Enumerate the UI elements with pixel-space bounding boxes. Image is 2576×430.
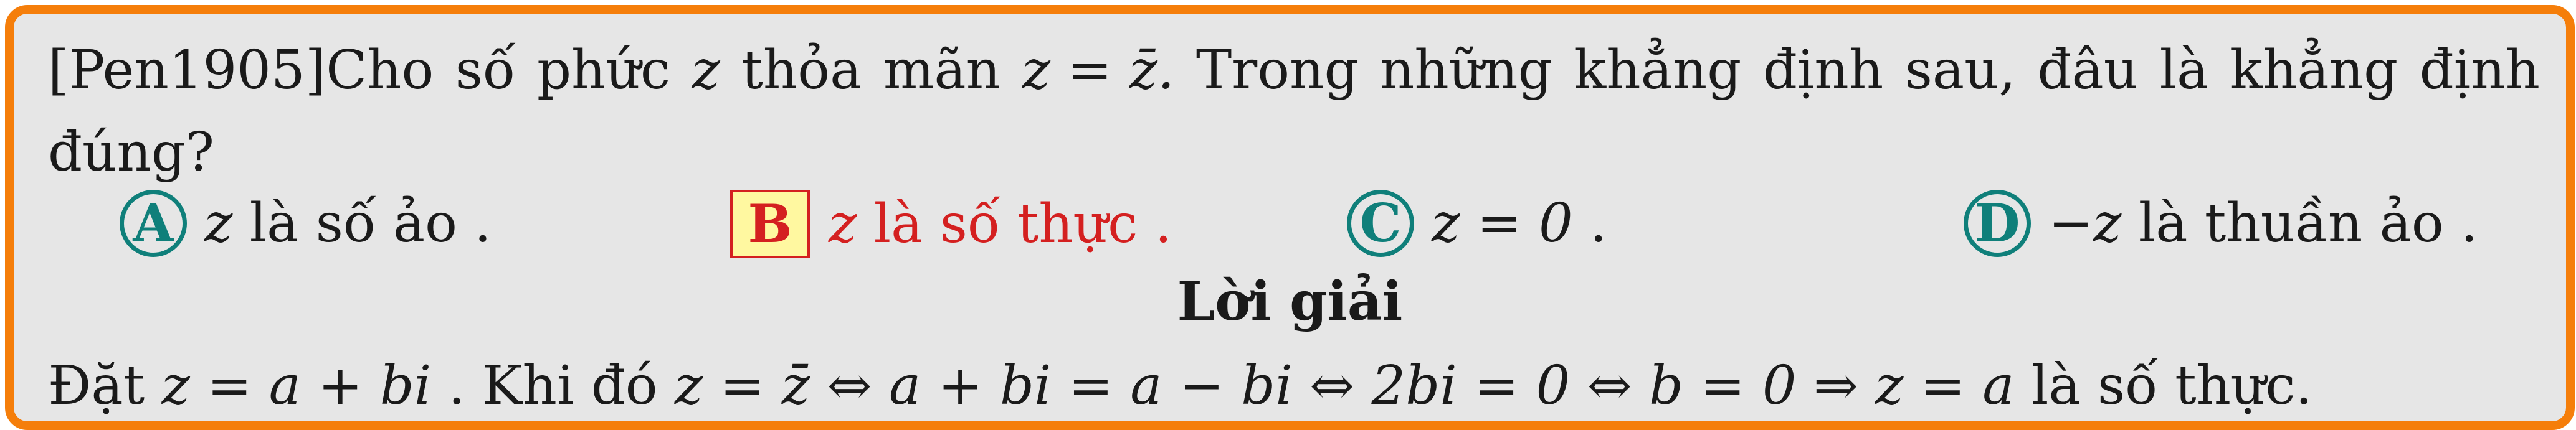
question-word: thỏa — [741, 39, 862, 101]
question-math-z: z — [692, 39, 720, 101]
solution-text-mid: . Khi đó — [431, 355, 675, 417]
question-word: khẳng — [2230, 39, 2398, 101]
question-word: số — [455, 39, 516, 101]
option-c-text: . — [1572, 192, 1607, 255]
question-word: phức — [537, 39, 670, 101]
question-word: khẳng — [1574, 39, 1742, 101]
question-frame — [5, 5, 2575, 430]
option-b[interactable] — [730, 190, 1172, 258]
option-a-math: z — [204, 192, 233, 255]
option-b-marker-correct: B — [730, 190, 810, 258]
solution-text-pre: Đặt — [48, 355, 162, 417]
option-c-marker: C — [1347, 190, 1414, 257]
solution-math-1: z = a + bi — [161, 355, 432, 417]
option-c[interactable] — [1347, 190, 1607, 257]
question-word: những — [1380, 39, 1552, 101]
option-b-text: là số thực . — [857, 193, 1172, 255]
question-line-2: đúng? — [48, 121, 214, 184]
solution-title: Lời giải — [1177, 270, 1403, 333]
option-a-text: là số ảo . — [232, 192, 492, 255]
solution-line — [48, 355, 2312, 417]
option-d[interactable] — [1964, 190, 2478, 257]
question-line-1 — [48, 39, 2540, 101]
option-d-math: −z — [2048, 192, 2122, 255]
question-word: định — [1762, 39, 1884, 101]
question-math-condition: z = z̄. — [1022, 39, 1175, 101]
option-d-text: là thuần ảo . — [2121, 192, 2478, 255]
option-a-marker: A — [120, 190, 187, 257]
option-b-math: z — [829, 193, 857, 255]
question-word: sau, — [1904, 39, 2016, 101]
option-c-math: z = 0 — [1432, 192, 1573, 255]
solution-math-2: z = z̄ ⇔ a + bi = a − bi ⇔ 2bi = 0 ⇔ b = 0 ⇒ z = a — [674, 355, 2015, 417]
question-word: [Pen1905]Cho — [48, 39, 434, 101]
question-word: mãn — [883, 39, 1001, 101]
solution-text-post: là số thực. — [2014, 355, 2312, 417]
option-a[interactable] — [120, 190, 492, 257]
question-word: là — [2159, 39, 2209, 101]
question-word: đâu — [2037, 39, 2139, 101]
question-word: Trong — [1195, 39, 1359, 101]
option-d-marker: D — [1964, 190, 2031, 257]
question-word: định — [2419, 39, 2540, 101]
